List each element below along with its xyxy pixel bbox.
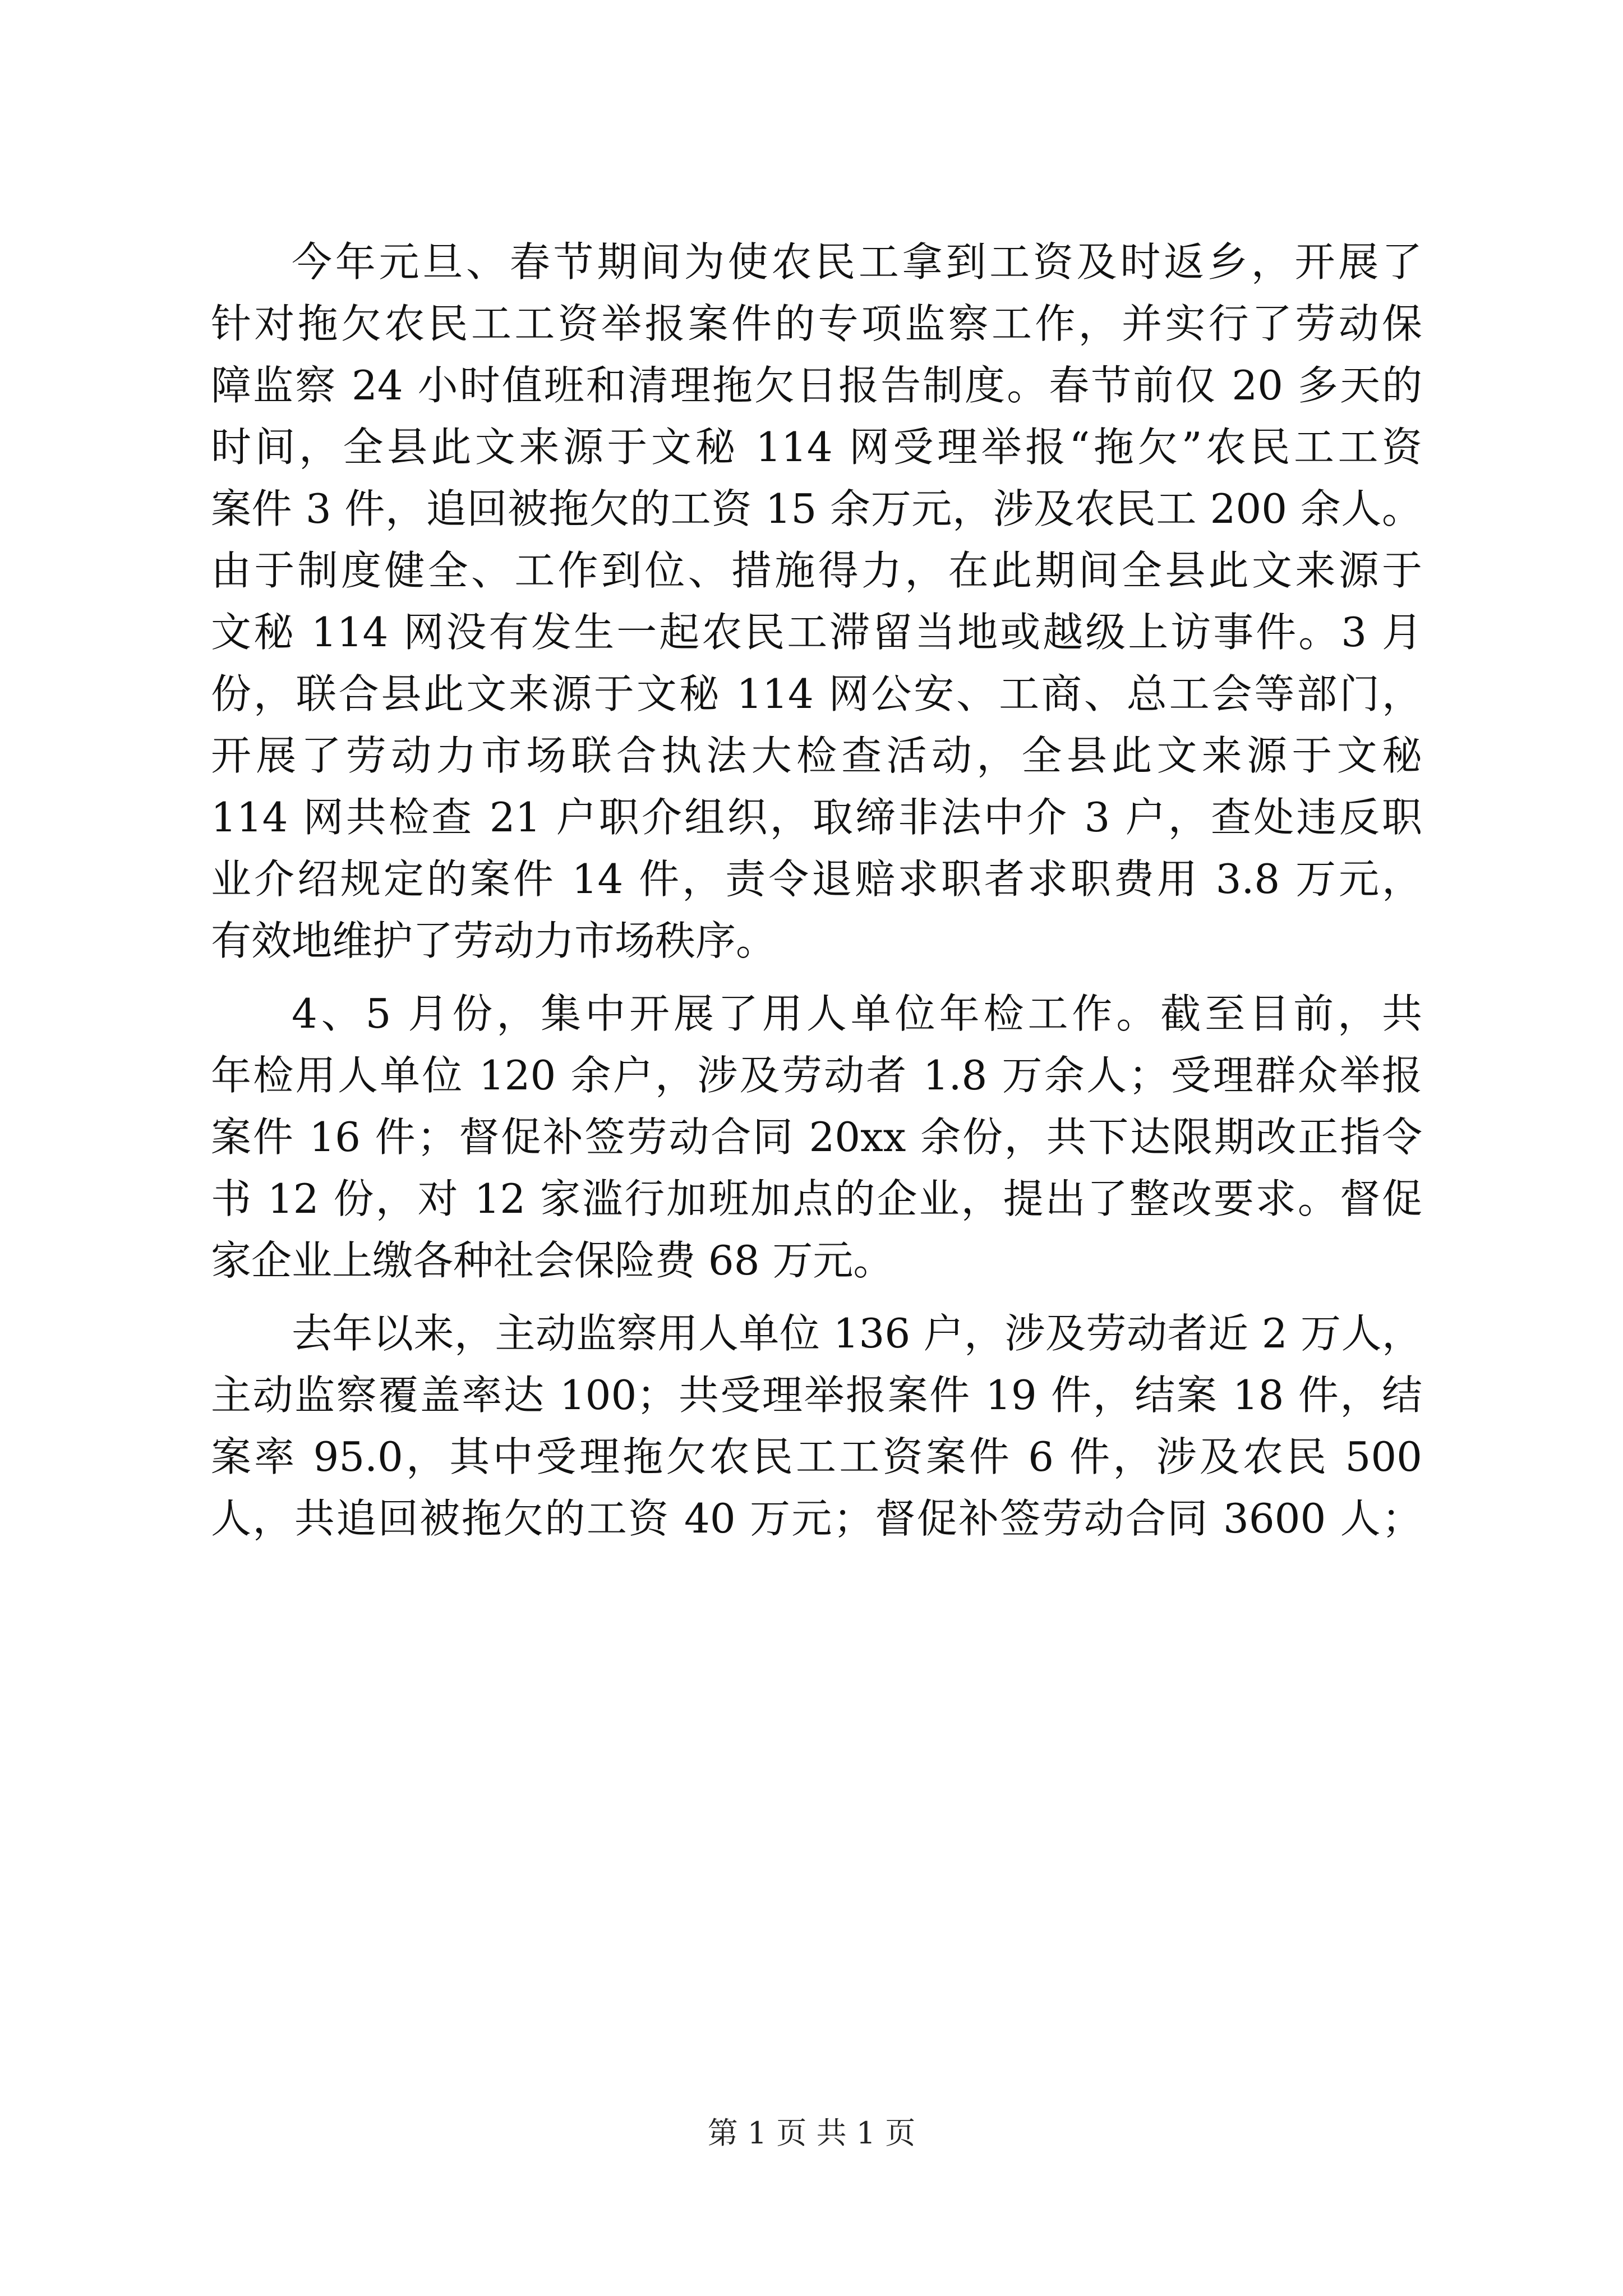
paragraph-spacer — [211, 1291, 1422, 1303]
paragraph — [211, 1303, 1422, 1549]
page-footer — [0, 2109, 1623, 2152]
text-line: 文秘 114 网没有发生一起农民工滞留当地或越级上访事件。3 月 — [211, 609, 1422, 656]
text-line: 由于制度健全、工作到位、措施得力，在此期间全县此文来源于 — [211, 547, 1422, 594]
paragraph — [211, 983, 1422, 1291]
text-line: 开展了劳动力市场联合执法大检查活动，全县此文来源于文秘 — [211, 732, 1422, 779]
text-line: 家企业上缴各种社会保险费 68 万元。 — [211, 1237, 894, 1284]
paragraph — [211, 231, 1422, 972]
text-line: 障监察 24 小时值班和清理拖欠日报告制度。春节前仅 20 多天的 — [211, 362, 1422, 409]
text-line: 去年以来，主动监察用人单位 136 户，涉及劳动者近 2 万人， — [292, 1310, 1422, 1357]
text-line: 年检用人单位 120 余户，涉及劳动者 1.8 万余人；受理群众举报 — [211, 1052, 1422, 1099]
text-line: 时间，全县此文来源于文秘 114 网受理举报“拖欠”农民工工资 — [211, 424, 1422, 471]
text-line: 4、5 月份，集中开展了用人单位年检工作。截至目前，共 — [292, 990, 1422, 1037]
text-line: 书 12 份，对 12 家滥行加班加点的企业，提出了整改要求。督促 — [211, 1175, 1422, 1222]
text-line: 今年元旦、春节期间为使农民工拿到工资及时返乡，开展了 — [292, 238, 1422, 286]
document-body — [211, 231, 1422, 1549]
text-line: 份，联合县此文来源于文秘 114 网公安、工商、总工会等部门， — [211, 670, 1422, 717]
paragraph-spacer — [211, 972, 1422, 983]
text-line: 有效地维护了劳动力市场秩序。 — [211, 917, 777, 964]
page-number-label: 第 1 页 共 1 页 — [707, 2115, 916, 2151]
text-line: 案件 3 件，追回被拖欠的工资 15 余万元，涉及农民工 200 余人。 — [211, 485, 1422, 532]
text-line: 业介绍规定的案件 14 件，责令退赔求职者求职费用 3.8 万元， — [211, 855, 1422, 903]
text-line: 主动监察覆盖率达 100；共受理举报案件 19 件，结案 18 件，结 — [211, 1372, 1422, 1419]
text-line: 案率 95.0，其中受理拖欠农民工工资案件 6 件，涉及农民 500 — [211, 1433, 1422, 1480]
text-line: 案件 16 件；督促补签劳动合同 20xx 余份，共下达限期改正指令 — [211, 1114, 1422, 1161]
text-line: 针对拖欠农民工工资举报案件的专项监察工作，并实行了劳动保 — [211, 300, 1422, 347]
text-line: 114 网共检查 21 户职介组织，取缔非法中介 3 户，查处违反职 — [211, 794, 1422, 841]
text-line: 人，共追回被拖欠的工资 40 万元；督促补签劳动合同 3600 人； — [211, 1495, 1422, 1542]
